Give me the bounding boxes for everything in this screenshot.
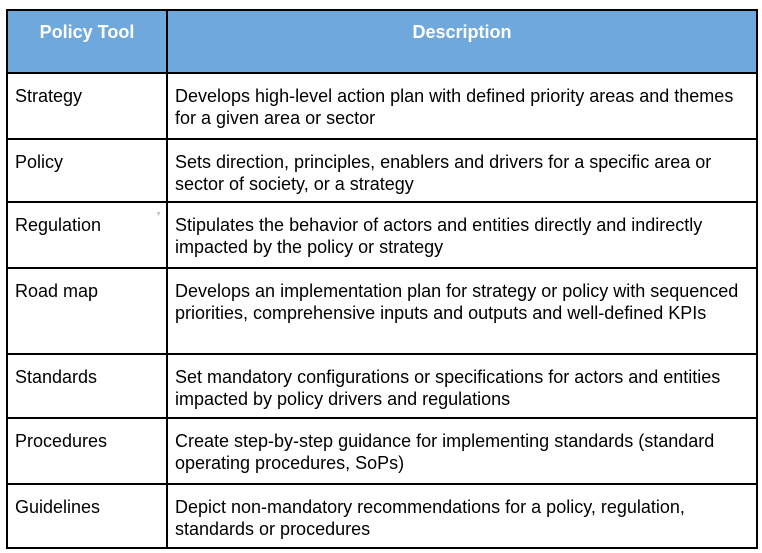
header-row [7, 10, 757, 73]
description-cell: Develops high-level action plan with defined priority areas and themes for a given area or sector [167, 73, 757, 139]
table-row [7, 268, 757, 354]
tool-cell-label: Regulation [15, 215, 102, 235]
description-cell: Create step-by-step guidance for implementing standards (standard operating procedures, SoPs) [167, 418, 757, 484]
table-row [7, 73, 757, 139]
description-cell: Sets direction, principles, enablers and drivers for a specific area or sector of society, or a strategy [167, 139, 757, 202]
description-cell: Depict non-mandatory recommendations for a policy, regulation, standards or procedures [167, 484, 757, 548]
table-row [7, 484, 757, 548]
tool-cell: Strategy [7, 73, 167, 139]
policy-tools-table [6, 9, 758, 549]
table-row [7, 202, 757, 268]
tool-cell: Standards [7, 354, 167, 418]
table-row [7, 139, 757, 202]
tool-cell: Guidelines [7, 484, 167, 548]
description-cell: Set mandatory configurations or specifications for actors and entities impacted by policy drivers and regulations [167, 354, 757, 418]
description-cell: Develops an implementation plan for strategy or policy with sequenced priorities, comprehensive inputs and outputs and well-defined KPIs [167, 268, 757, 354]
header-policy-tool: Policy Tool [7, 10, 167, 73]
policy-table-container [6, 9, 756, 549]
table-row [7, 354, 757, 418]
tool-cell [7, 202, 167, 268]
description-cell: Stipulates the behavior of actors and entities directly and indirectly impacted by the policy or strategy [167, 202, 757, 268]
table-row [7, 418, 757, 484]
tool-cell: Road map [7, 268, 167, 354]
header-description: Description [167, 10, 757, 73]
tool-cell: Procedures [7, 418, 167, 484]
tool-cell: Policy [7, 139, 167, 202]
caret-down-icon: ▼ [155, 211, 162, 218]
